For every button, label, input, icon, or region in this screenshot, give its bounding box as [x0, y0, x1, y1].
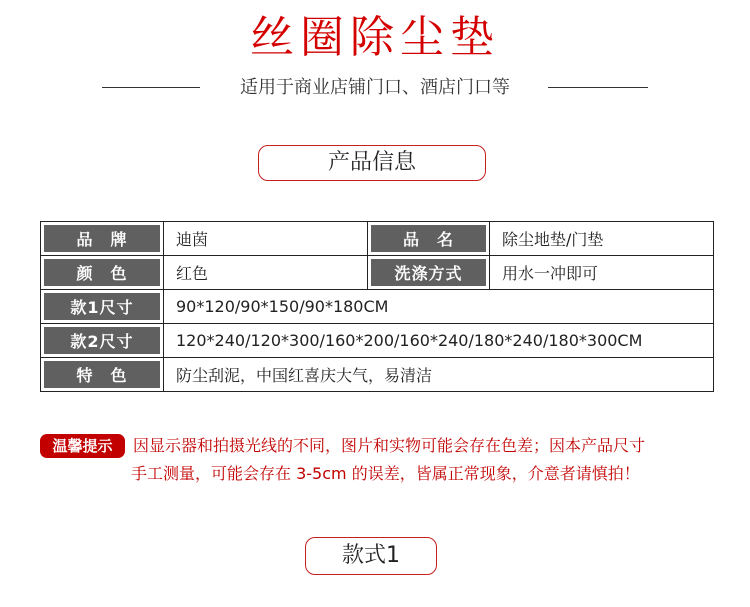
page-title: 丝圈除尘垫	[250, 12, 500, 63]
color-value: 红色	[164, 256, 368, 290]
style2-size-label: 款2尺寸	[41, 324, 164, 358]
brand-value: 迪茵	[164, 222, 368, 256]
product-name-label: 品 名	[368, 222, 490, 256]
style1-size-value: 90*120/90*150/90*180CM	[164, 290, 714, 324]
feature-value: 防尘刮泥，中国红喜庆大气，易清洁	[164, 358, 714, 392]
washing-value: 用水一冲即可	[490, 256, 714, 290]
style2-size-value: 120*240/120*300/160*200/160*240/180*240/180*300CM	[164, 324, 714, 358]
notice-line-1: 因显示器和拍摄光线的不同，图片和实物可能会存在色差；因本产品尺寸	[133, 436, 646, 455]
subtitle-right-rule	[548, 87, 648, 88]
table-row	[41, 290, 714, 324]
product-info-heading: 产品信息	[258, 145, 486, 181]
subtitle-row	[0, 74, 750, 102]
notice-line-2: 手工测量，可能会存在 3-5cm 的误差，皆属正常现象，介意者请慎拍！	[131, 464, 640, 483]
table-row	[41, 358, 714, 392]
subtitle: 适用于商业店铺门口、酒店门口等	[240, 77, 510, 98]
table-row	[41, 222, 714, 256]
table-row	[41, 256, 714, 290]
product-info-table	[40, 221, 714, 392]
style-1-heading: 款式1	[305, 537, 437, 575]
feature-label: 特 色	[41, 358, 164, 392]
table-row	[41, 324, 714, 358]
color-label: 颜 色	[41, 256, 164, 290]
washing-label: 洗涤方式	[368, 256, 490, 290]
product-name-value: 除尘地垫/门垫	[490, 222, 714, 256]
notice-badge: 温馨提示	[40, 434, 125, 458]
style1-size-label: 款1尺寸	[41, 290, 164, 324]
brand-label: 品 牌	[41, 222, 164, 256]
notice-text	[133, 432, 733, 488]
